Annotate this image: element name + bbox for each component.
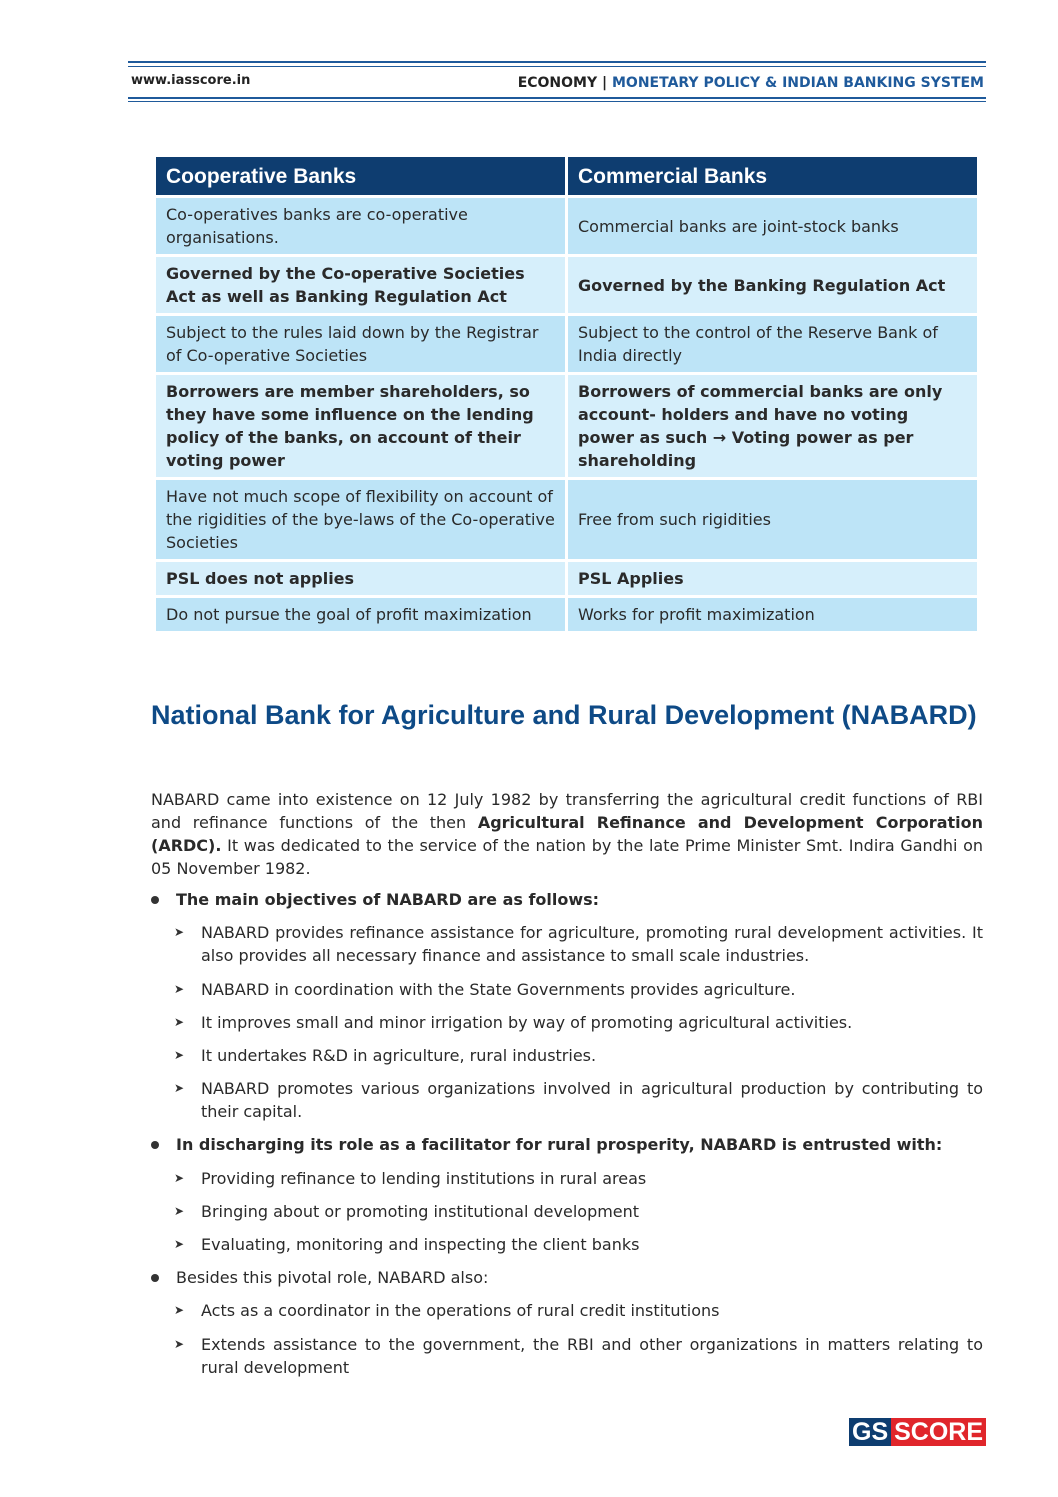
comparison-table <box>153 154 980 634</box>
table-cell: PSL does not applies <box>156 562 565 595</box>
list-item <box>151 1044 983 1067</box>
intro-text-end: It was dedicated to the service of the nation by the late Prime Minister Smt. Indira Gandhi on 05 November 1982. <box>151 836 983 878</box>
list-item <box>151 978 983 1001</box>
list-item-text: NABARD provides refinance assistance for agriculture, promoting rural development activities. It also provides all necessary finance and assistance to small scale industries. <box>201 923 983 965</box>
table-row <box>156 598 977 631</box>
arrow-bullet-icon: ➤ <box>174 1015 185 1029</box>
list-item-text: Providing refinance to lending institutions in rural areas <box>201 1169 647 1188</box>
arrow-bullet-icon: ➤ <box>174 982 185 996</box>
intro-text: NABARD came into existence on 12 July 1982 by transferring the agricultural credit functions of RBI and refinance functions of the then <box>151 790 983 832</box>
role-heading-item <box>151 1133 983 1156</box>
list-item-text: Extends assistance to the government, the RBI and other organizations in matters relating to rural development <box>201 1335 983 1377</box>
list-item-text: It improves small and minor irrigation by way of promoting agricultural activities. <box>201 1013 853 1032</box>
topic-label: MONETARY POLICY & INDIAN BANKING SYSTEM <box>612 75 984 91</box>
list-item <box>151 1077 983 1123</box>
column-header-cooperative: Cooperative Banks <box>156 157 565 195</box>
table-row <box>156 375 977 477</box>
table-cell: Works for profit maximization <box>568 598 977 631</box>
intro-paragraph <box>151 788 983 880</box>
header-rule-top <box>128 61 986 63</box>
list-item <box>151 1333 983 1379</box>
header-separator: | <box>597 75 612 91</box>
list-item <box>151 1200 983 1223</box>
table-cell: Free from such rigidities <box>568 480 977 559</box>
table-row <box>156 198 977 254</box>
arrow-bullet-icon: ➤ <box>174 1204 185 1218</box>
list-item-text: Acts as a coordinator in the operations of rural credit institutions <box>201 1301 720 1320</box>
arrow-bullet-icon: ➤ <box>174 1237 185 1251</box>
table-row <box>156 480 977 559</box>
list-item-text: NABARD in coordination with the State Governments provides agriculture. <box>201 980 796 999</box>
table-row <box>156 316 977 372</box>
arrow-bullet-icon: ➤ <box>174 1081 185 1095</box>
table-row <box>156 562 977 595</box>
table-cell: Subject to the control of the Reserve Bank of India directly <box>568 316 977 372</box>
bullet-icon <box>151 1274 159 1282</box>
table-row <box>156 257 977 313</box>
header-rule-top-thin <box>128 66 986 67</box>
intro-bold-text: Agricultural Refinance and Development Corporation (ARDC). <box>151 813 984 855</box>
table-cell: Borrowers are member shareholders, so they have some influence on the lending policy of the banks, on account of their voting power <box>156 375 565 477</box>
objectives-heading-item <box>151 888 983 911</box>
running-header <box>518 75 984 91</box>
arrow-bullet-icon: ➤ <box>174 925 185 939</box>
list-item <box>151 1167 983 1190</box>
table-cell: Do not pursue the goal of profit maximization <box>156 598 565 631</box>
arrow-bullet-icon: ➤ <box>174 1303 185 1317</box>
objectives-heading: The main objectives of NABARD are as follows: <box>176 890 600 909</box>
role-heading: In discharging its role as a facilitator for rural prosperity, NABARD is entrusted with: <box>176 1135 943 1154</box>
table-cell: Commercial banks are joint-stock banks <box>568 198 977 254</box>
table-cell: Borrowers of commercial banks are only account- holders and have no voting power as such → Voting power as per shareholding <box>568 375 977 477</box>
list-item <box>151 1299 983 1322</box>
bullet-icon <box>151 1141 159 1149</box>
section-label: ECONOMY <box>517 75 598 91</box>
section-title: National Bank for Agriculture and Rural Development (NABARD) <box>151 700 977 730</box>
list-item <box>151 1011 983 1034</box>
header-rule-bottom-thin <box>128 101 986 102</box>
list-item <box>151 1233 983 1256</box>
header-rule-bottom <box>128 97 986 99</box>
table-cell: PSL Applies <box>568 562 977 595</box>
list-item-text: Evaluating, monitoring and inspecting the client banks <box>201 1235 640 1254</box>
list-item <box>151 921 983 967</box>
list-item-text: It undertakes R&D in agriculture, rural industries. <box>201 1046 597 1065</box>
table-cell: Co-operatives banks are co-operative organisations. <box>156 198 565 254</box>
arrow-bullet-icon: ➤ <box>174 1048 185 1062</box>
bullet-icon <box>151 896 159 904</box>
logo-score: SCORE <box>891 1418 986 1446</box>
also-heading-item <box>151 1266 983 1289</box>
column-header-commercial: Commercial Banks <box>568 157 977 195</box>
table-cell: Governed by the Co-operative Societies Act as well as Banking Regulation Act <box>156 257 565 313</box>
list-item-text: NABARD promotes various organizations involved in agricultural production by contributing to their capital. <box>201 1079 983 1121</box>
table-cell: Subject to the rules laid down by the Registrar of Co-operative Societies <box>156 316 565 372</box>
logo-gs: GS <box>849 1418 891 1446</box>
site-url[interactable]: www.iasscore.in <box>131 73 251 88</box>
arrow-bullet-icon: ➤ <box>174 1337 185 1351</box>
also-heading: Besides this pivotal role, NABARD also: <box>176 1268 489 1287</box>
table-cell: Have not much scope of flexibility on account of the rigidities of the bye-laws of the Co-operative Societies <box>156 480 565 559</box>
list-item-text: Bringing about or promoting institutional development <box>201 1202 640 1221</box>
table-cell: Governed by the Banking Regulation Act <box>568 257 977 313</box>
arrow-bullet-icon: ➤ <box>174 1171 185 1185</box>
gsscore-logo <box>849 1418 986 1446</box>
